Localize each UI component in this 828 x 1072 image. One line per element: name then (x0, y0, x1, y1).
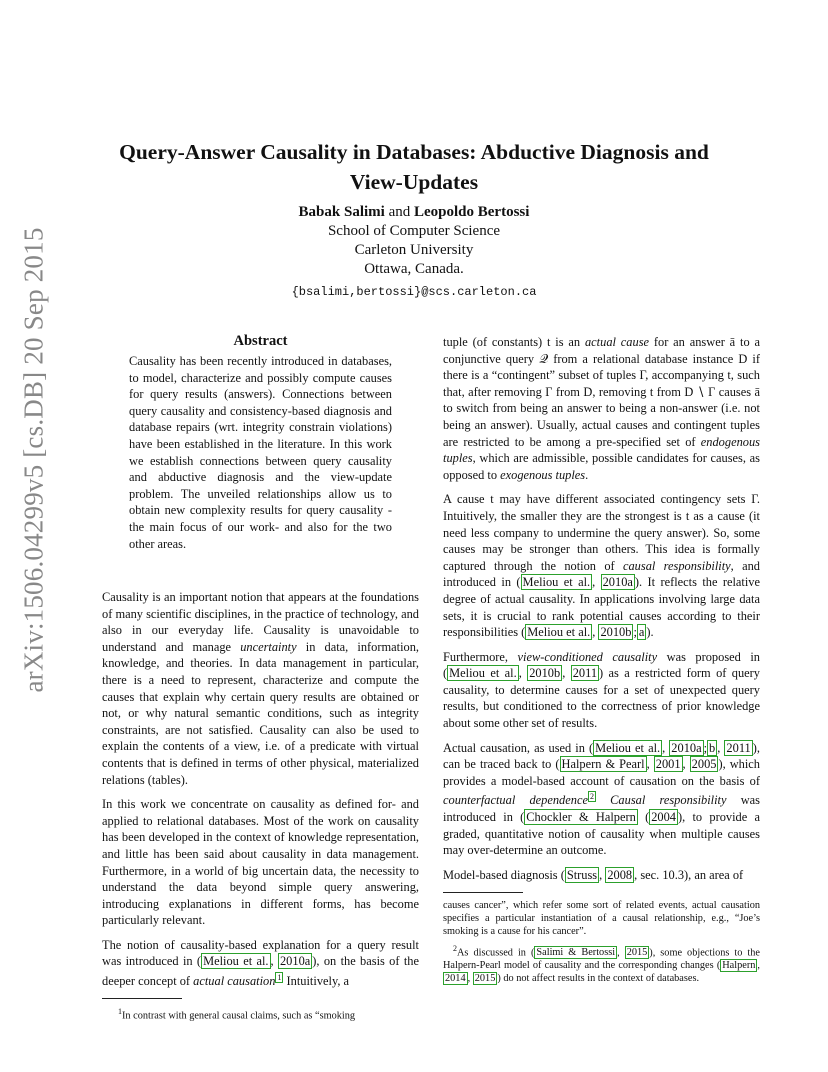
author-2: Leopoldo Bertossi (414, 204, 530, 220)
affiliation-location: Ottawa, Canada. (364, 261, 464, 277)
author-block (0, 203, 828, 302)
footnote-link[interactable]: 1 (277, 973, 282, 983)
arxiv-identifier: arXiv:1506.04299v5 [cs.DB] 20 Sep 2015 (18, 227, 49, 693)
author-1: Babak Salimi (298, 204, 385, 220)
citation-link[interactable]: Chockler & Halpern (526, 810, 636, 825)
title-line-1: Query-Answer Causality in Databases: Abductive Diagnosis and (119, 140, 709, 164)
citation-link[interactable]: 2004 (651, 810, 676, 825)
paper-title (0, 137, 828, 197)
title-line-2: View-Updates (349, 170, 479, 194)
citation-link[interactable]: Meliou et al. (522, 575, 591, 590)
abstract-heading: Abstract (233, 333, 288, 349)
citation-link[interactable]: Meliou et al. (527, 625, 591, 640)
footnote-divider (102, 998, 182, 999)
intro-paragraph-2: In this work we concentrate on causality as defined for- and applied to relational databases. Most of the work on causality has been developed in the context of knowledge representation, and little has been said about causality in data management. Furthermore, in a world of big uncertain data, the necessity to understand the data beyond simple query answering, introducing explanations in different forms, has become particularly relevant. (102, 797, 419, 928)
arxiv-side-stamp (14, 227, 54, 693)
author-and: and (388, 204, 411, 220)
body-paragraph-1: tuple (of constants) t is an actual cause for an answer ā to a conjunctive query 𝒬 from a relational database instance D if there is a “contingent” subset of tuples Γ, accompanying t, such that, after removing Γ from D, removing t from D ∖ Γ causes ā to switch from being an answer to being a non-answer (i.e. not being an answer). Usually, actual causes and contingent tuples are restricted to be among a pre-specified set of endogenous tuples, which are admissible, possible candidates for causes, as opposed to exogenous tuples. (443, 335, 761, 482)
author-email[interactable]: {bsalimi,bertossi}@scs.carleton.ca (291, 285, 537, 299)
citation-link[interactable]: 2015 (474, 972, 496, 984)
body-paragraph-4: Actual causation, as used in ( Meliou et al. , 2010a ; b , 2011 ), can be traced back to ( Halpern & Pearl , 2001 , 2005 ), which provides a model-based account of causation on the basis of counterfactual dependence $^2$ Causal responsibility was introduced in ( Chockler & Halpern ( 2004 ), to provide a graded, quantitative notion of causality when multiple causes may over-determine an outcome. (443, 740, 760, 858)
left-column (102, 589, 419, 1022)
intro-paragraph-3: The notion of causality-based explanation for a query result was introduced in ( Meliou et al. , 2010a ), on the basis of the deeper concept of actual causation $^1$ Intuitively, a (102, 937, 419, 989)
footnote-1: $^1$In contrast with general causal claims, such as “smoking (118, 1006, 356, 1022)
citation-link[interactable]: a (638, 625, 645, 640)
author-names (0, 203, 828, 222)
citation-link[interactable]: Meliou et al. (203, 954, 269, 969)
intro-paragraph-1: Causality is an important notion that appears at the foundations of many scientific disciplines, in the practice of technology, and also in our everyday life. Causality is unavoidable to understand and manage uncertainty in data, information, knowledge, and theories. In data management in particular, there is a need to represent, characterize and compute the causes that explain why certain query results are obtained or not, or why natural semantic conditions, such as integrity constraints, are not satisfied. Causality can also be used to explain the contents of a view, i.e. of a predicate with virtual contents that is defined in terms of other physical, materialized relations (tables). (102, 590, 419, 787)
citation-link[interactable]: 2010b (600, 625, 632, 640)
citation-link[interactable]: Meliou et al. (595, 740, 661, 755)
footnote-2: $^2$As discussed in ( Salimi & Bertossi , 2015 ), some objections to the Halpern-Pearl model of causality and the corresponding changes ( Halpern , 2014 , 2015 ) do not affect results in the context of databases. (443, 943, 760, 984)
footnote-link[interactable]: 2 (589, 792, 594, 802)
citation-link[interactable]: 2010a (602, 575, 633, 590)
body-paragraph-3: Furthermore, view-conditioned causality was proposed in ( Meliou et al. , 2010b , 2011 ) as a restricted form of query causality, to determine causes for a set of unexpected query results, but conditioned to the correctness of prior knowledge about some other set of results. (443, 649, 761, 731)
citation-link[interactable]: b (709, 740, 716, 755)
citation-link[interactable]: 2010a (671, 740, 702, 755)
footnote-1-continued: causes cancer”, which refer some sort of related events, actual causation specifies a particular instantiation of a causal relationship, e.g., “Joe’s smoking is a cause for his cancer”. (443, 899, 760, 937)
affiliation-university: Carleton University (354, 242, 474, 258)
citation-link[interactable]: 2008 (607, 867, 633, 882)
affiliation-school: School of Computer Science (327, 223, 501, 239)
citation-link[interactable]: Halpern & Pearl (561, 757, 645, 772)
citation-link[interactable]: 2005 (691, 757, 717, 772)
body-paragraph-2: A cause t may have different associated contingency sets Γ. Intuitively, the smaller they are the strongest is t as a cause (it need less company to undermine the query answer). So, some causes may be stronger than others. This idea is formally captured through the notion of causal responsibility, and introduced in ( Meliou et al. , 2010a ). It reflects the relative degree of actual causality. In applications involving large data sets, it is crucial to rank potential causes according to their responsibilities ( Meliou et al. , 2010b ; a ). (443, 492, 760, 640)
right-column (443, 334, 760, 985)
citation-link[interactable]: 2015 (626, 946, 648, 958)
citation-link[interactable]: Salimi & Bertossi (536, 946, 616, 958)
citation-link[interactable]: 2011 (572, 666, 598, 681)
citation-link[interactable]: 2014 (445, 972, 466, 984)
citation-link[interactable]: Halpern (722, 959, 756, 971)
citation-link[interactable]: Meliou et al. (449, 666, 517, 681)
citation-link[interactable]: 2001 (655, 757, 681, 772)
citation-link[interactable]: 2010a (279, 954, 311, 969)
footnote-divider (443, 892, 523, 893)
citation-link[interactable]: Struss (566, 867, 598, 882)
abstract-text: Causality has been recently introduced in databases, to model, characterize and possibly compute causes for query results (answers). Connections between query causality and consistency-based diagnosis and database repairs (wrt. integrity constrain violations) have been established in the literature. In this work we establish connections between query causality and abductive diagnosis and the view-update problem. The unveiled relationships allow us to obtain new complexity results for query causality -the main focus of our work- and also for the two other areas. (129, 354, 392, 551)
citation-link[interactable]: 2011 (726, 740, 751, 755)
body-paragraph-5: Model-based diagnosis ( Struss , 2008 , sec. 10.3), an area of (443, 867, 744, 882)
citation-link[interactable]: 2010b (529, 666, 561, 681)
